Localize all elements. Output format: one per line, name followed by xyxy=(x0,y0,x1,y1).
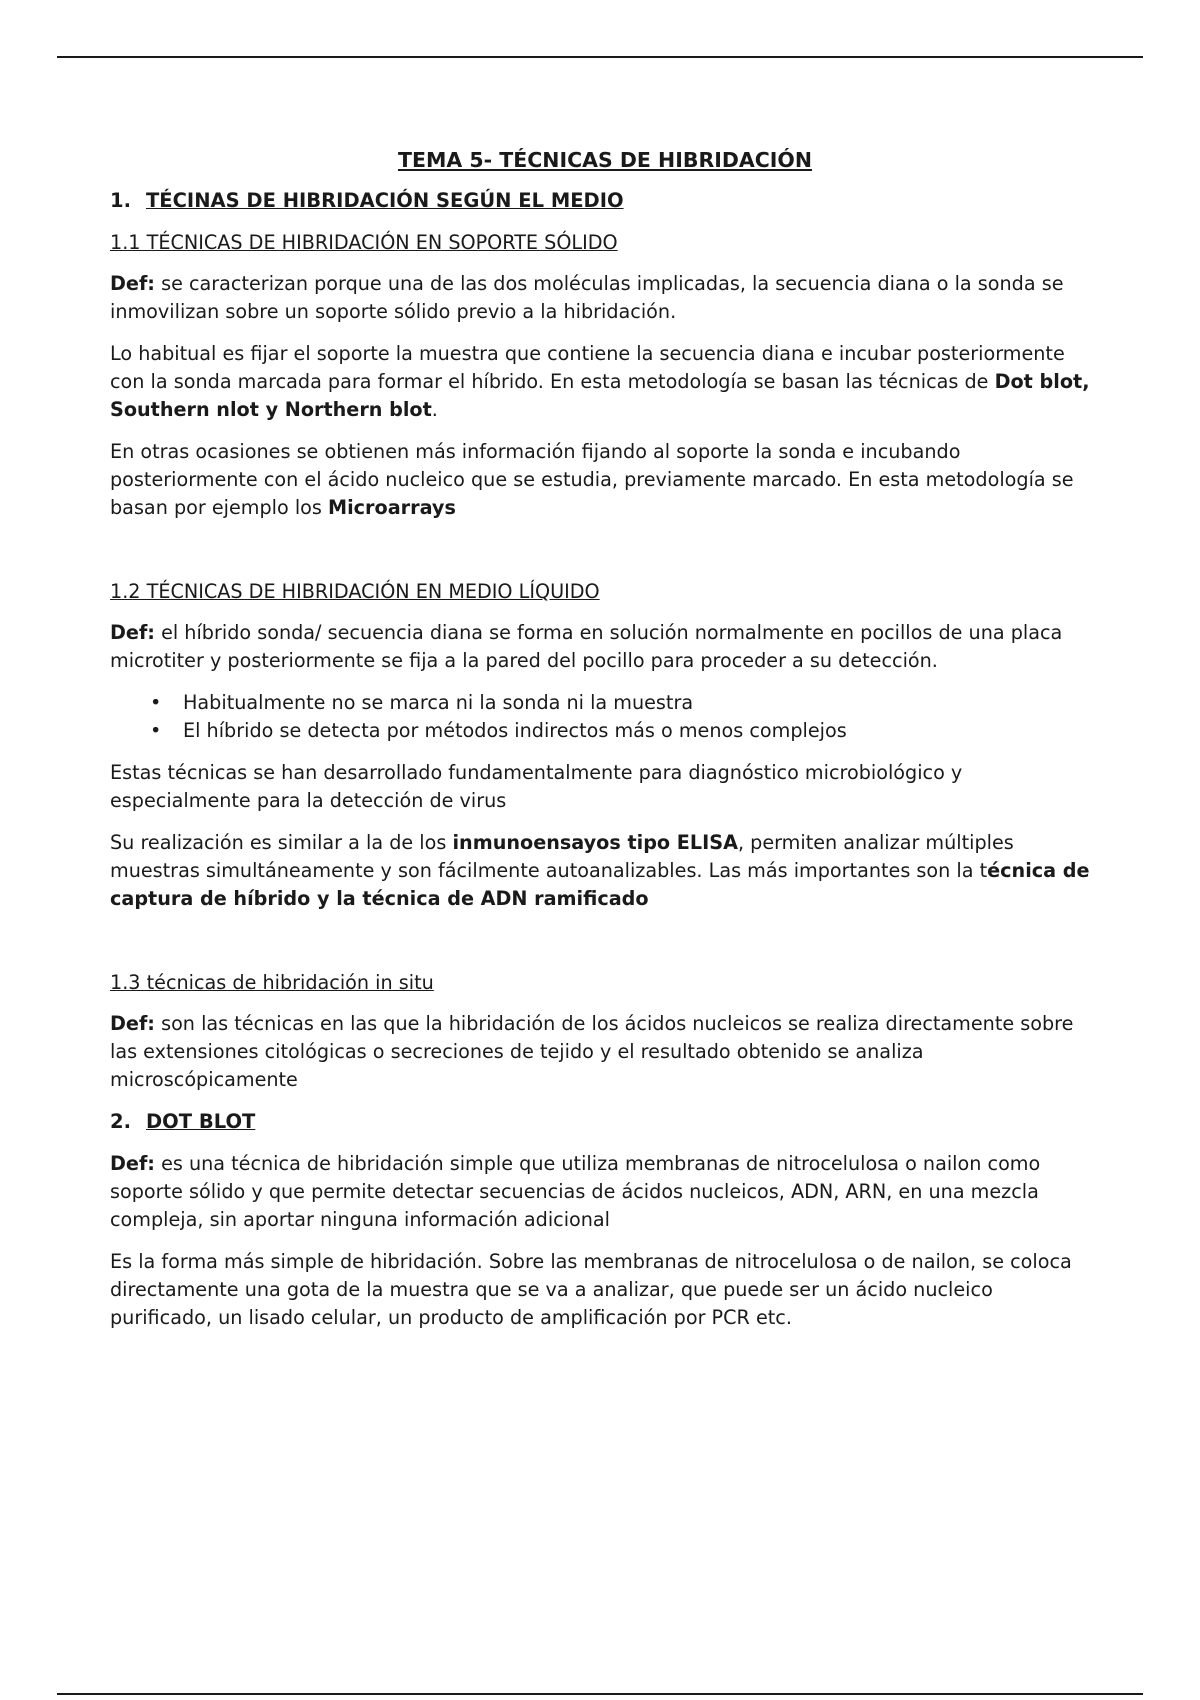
bold-term-techniques: écnica de captura de híbrido y la técnica de ADN ramificado xyxy=(110,859,1090,910)
page-title: TEMA 5- TÉCNICAS DE HIBRIDACIÓN xyxy=(397,148,813,172)
subsection-1-1-definition xyxy=(110,270,1100,326)
bold-term-elisa: inmunoensayos tipo ELISA xyxy=(452,831,738,854)
paragraph-text: , permiten analizar múltiples muestras simultáneamente y son fácilmente autoanalizables. Las más importantes son la t xyxy=(110,831,1014,882)
subsection-1-2-paragraph-2: Estas técnicas se han desarrollado fundamentalmente para diagnóstico microbiológico y especialmente para la detección de virus xyxy=(110,761,963,812)
list-item-text: El híbrido se detecta por métodos indirectos más o menos complejos xyxy=(183,719,847,742)
footer-rule xyxy=(57,1693,1143,1695)
definition-text: se caracterizan porque una de las dos moléculas implicadas, la secuencia diana o la sonda se inmovilizan sobre un soporte sólido previo a la hibridación. xyxy=(110,272,1064,323)
subsection-1-3-definition xyxy=(110,1010,1100,1094)
list-item xyxy=(110,689,1100,717)
definition-label: Def: xyxy=(110,1152,155,1175)
subsection-1-3-heading: 1.3 técnicas de hibridación in situ xyxy=(110,971,434,994)
definition-label: Def: xyxy=(110,272,155,295)
subsection-1-1-heading: 1.1 TÉCNICAS DE HIBRIDACIÓN EN SOPORTE SÓLIDO xyxy=(110,231,618,254)
section-2-paragraph-2: Es la forma más simple de hibridación. Sobre las membranas de nitrocelulosa o de nailon, se coloca directamente una gota de la muestra que se va a analizar, que puede ser un ácido nucleico purificado, un lisado celular, un producto de amplificación por PCR etc. xyxy=(110,1250,1072,1329)
section-1-title: TÉCINAS DE HIBRIDACIÓN SEGÚN EL MEDIO xyxy=(146,189,624,212)
bullet-list xyxy=(110,689,1100,745)
bullet-icon: • xyxy=(150,691,162,714)
section-1-number: 1. xyxy=(110,189,131,212)
spacer xyxy=(110,927,1100,969)
section-2-definition xyxy=(110,1150,1100,1234)
bold-term-blots: Dot blot, Southern nlot y Northern blot xyxy=(110,370,1090,421)
section-2-heading xyxy=(110,1108,1100,1136)
list-item-text: Habitualmente no se marca ni la sonda ni la muestra xyxy=(183,691,694,714)
subsection-1-1-paragraph-2 xyxy=(110,340,1100,424)
paragraph-text: Su realización es similar a la de los xyxy=(110,831,453,854)
paragraph-end: . xyxy=(431,398,438,421)
subsection-1-2-definition xyxy=(110,619,1100,675)
header-rule xyxy=(57,56,1143,58)
spacer xyxy=(110,536,1100,578)
section-1-heading xyxy=(110,187,1100,215)
subsection-1-2-paragraph-3 xyxy=(110,829,1100,913)
bullet-icon: • xyxy=(150,719,162,742)
paragraph-text: Lo habitual es fijar el soporte la muestra que contiene la secuencia diana e incubar posteriormente con la sonda marcada para formar el híbrido. En esta metodología se basan las técnicas de xyxy=(110,342,1065,393)
section-2-title: DOT BLOT xyxy=(146,1110,256,1133)
subsection-1-1-paragraph-3 xyxy=(110,438,1100,522)
section-2-number: 2. xyxy=(110,1110,131,1133)
document-body xyxy=(110,145,1100,1346)
definition-text: es una técnica de hibridación simple que utiliza membranas de nitrocelulosa o nailon como soporte sólido y que permite detectar secuencias de ácidos nucleicos, ADN, ARN, en una mezcla compleja, sin aportar ninguna información adicional xyxy=(110,1152,1041,1231)
definition-text: el híbrido sonda/ secuencia diana se forma en solución normalmente en pocillos de una placa microtiter y posteriormente se fija a la pared del pocillo para proceder a su detección. xyxy=(110,621,1063,672)
definition-label: Def: xyxy=(110,621,155,644)
list-item xyxy=(110,717,1100,745)
subsection-1-2-heading: 1.2 TÉCNICAS DE HIBRIDACIÓN EN MEDIO LÍQUIDO xyxy=(110,580,600,603)
paragraph-text: En otras ocasiones se obtienen más información fijando al soporte la sonda e incubando posteriormente con el ácido nucleico que se estudia, previamente marcado. En esta metodología se basan por ejemplo los xyxy=(110,440,1074,519)
definition-text: son las técnicas en las que la hibridación de los ácidos nucleicos se realiza directamente sobre las extensiones citológicas o secreciones de tejido y el resultado obtenido se analiza microscópicamente xyxy=(110,1012,1074,1091)
definition-label: Def: xyxy=(110,1012,155,1035)
bold-term-microarrays: Microarrays xyxy=(328,496,456,519)
